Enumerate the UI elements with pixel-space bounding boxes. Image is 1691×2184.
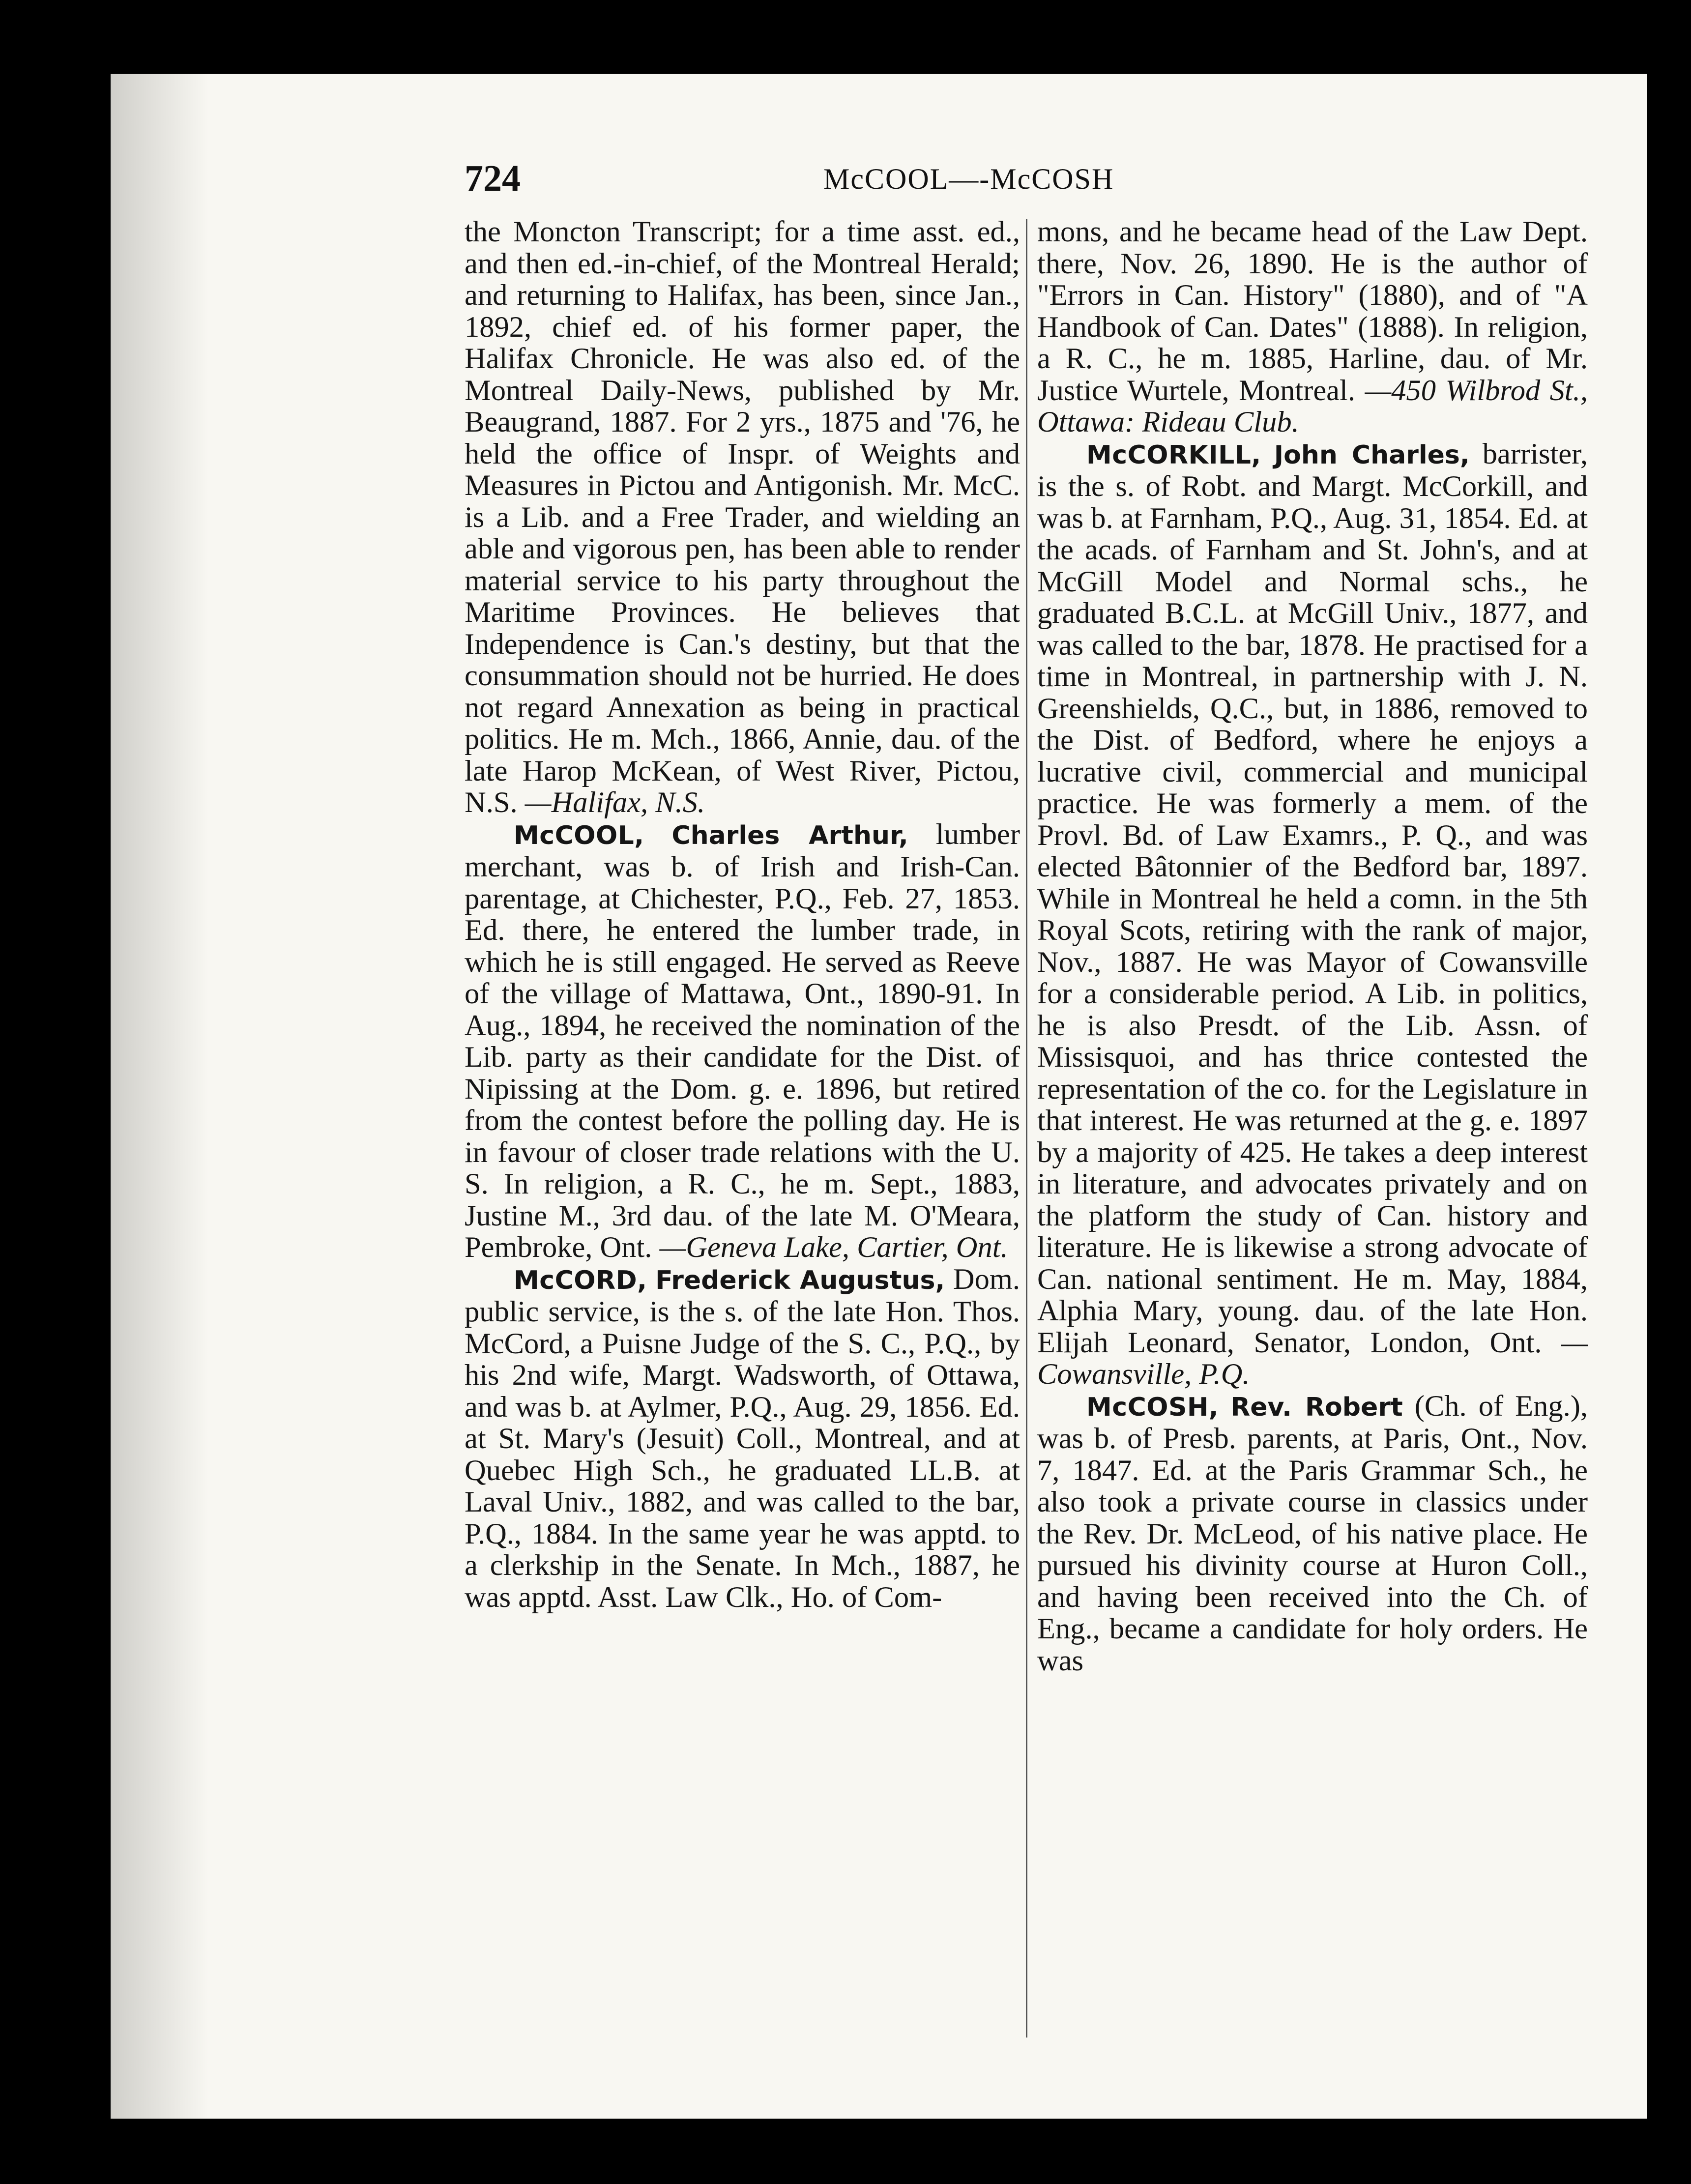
entry-given-name: Charles Arthur, <box>671 820 908 850</box>
entry-body: (Ch. of Eng.), was b. of Presb. parents, at Paris, Ont., Nov. 7, 1847. Ed. at the Paris Grammar Sch., he also took a private course in classics under the Rev. Dr. McLeod, of his native place. He pursued his divinity course at Huron Coll., and having been received into the Ch. of Eng., became a candidate for holy orders. He was <box>1037 1389 1588 1677</box>
entry-address: —Cowansville, P.Q. <box>1037 1326 1588 1391</box>
continuation-address: —Halifax, N.S. <box>525 786 705 819</box>
mccord-continued-paragraph <box>1037 216 1588 438</box>
entry-mccool <box>465 819 1020 1264</box>
entry-given-name: John Charles, <box>1274 440 1470 470</box>
entry-given-name: Frederick Augustus, <box>655 1265 945 1295</box>
right-column <box>1037 216 1588 1677</box>
mccord-address: —450 Wilbrod St., Ottawa: Rideau Club. <box>1037 374 1588 438</box>
left-column <box>465 216 1020 1613</box>
entry-mccorkill <box>1037 438 1588 1391</box>
entry-body: lumber merchant, was b. of Irish and Irish-Can. parentage, at Chichester, P.Q., Feb. 27, 1853. Ed. there, he entered the lumber trade, in which he is still engaged. He served as Reeve of the village of Mattawa, Ont., 1890-91. In Aug., 1894, he received the nomination of the Lib. party as their candidate for the Dist. of Nipissing at the Dom. g. e. 1896, but retired from the contest before the polling day. He is in favour of closer trade relations with the U. S. In religion, a R. C., he m. Sept., 1883, Justine M., 3rd dau. of the late M. O'Meara, Pembroke, Ont. <box>465 817 1020 1264</box>
continuation-paragraph <box>465 216 1020 819</box>
entry-mccosh <box>1037 1391 1588 1677</box>
book-page <box>111 74 1647 2119</box>
entry-address: —Geneva Lake, Cartier, Ont. <box>659 1231 1008 1264</box>
entry-body: Dom. public service, is the s. of the late Hon. Thos. McCord, a Puisne Judge of the S. C., P.Q., by his 2nd wife, Margt. Wadsworth, of Ottawa, and was b. at Aylmer, P.Q., Aug. 29, 1856. Ed. at St. Mary's (Jesuit) Coll., Montreal, and at Quebec High Sch., he graduated LL.B. at Laval Univ., 1882, and was called to the bar, P.Q., 1884. In the same year he was apptd. to a clerkship in the Senate. In Mch., 1887, he was apptd. Asst. Law Clk., Ho. of Com- <box>465 1262 1020 1614</box>
entry-surname: McCORKILL, <box>1086 440 1261 470</box>
mccord-continued-text: mons, and he became head of the Law Dept. there, Nov. 26, 1890. He is the author of "Errors in Can. History" (1880), and of "A Handbook of Can. Dates" (1888). In religion, a R. C., he m. 1885, Harline, dau. of Mr. Justice Wurtele, Montreal. <box>1037 215 1588 407</box>
entry-body: barrister, is the s. of Robt. and Margt. McCorkill, and was b. at Farnham, P.Q., Aug. 31, 1854. Ed. at the acads. of Farnham and St. John's, and at McGill Model and Normal schs., he graduated B.C.L. at McGill Univ., 1877, and was called to the bar, 1878. He practised for a time in Montreal, in partnership with J. N. Greenshields, Q.C., but, in 1886, removed to the Dist. of Bedford, where he enjoys a lucrative civil, commercial and municipal practice. He was formerly a mem. of the Provl. Bd. of Law Examrs., P. Q., and was elected Bâtonnier of the Bedford bar, 1897. While in Montreal he held a comn. in the 5th Royal Scots, retiring with the rank of major, Nov., 1887. He was Mayor of Cowansville for a considerable period. A Lib. in politics, he is also Presdt. of the Lib. Assn. of Missisquoi, and has thrice contested the representation of the co. for the Legislature in that interest. He was returned at the g. e. 1897 by a majority of 425. He takes a deep interest in literature, and advocates privately and on the platform the study of Can. history and literature. He is likewise a strong advocate of Can. national sentiment. He m. May, 1884, Alphia Mary, young. dau. of the late Hon. Elijah Leonard, Senator, London, Ont. <box>1037 437 1588 1359</box>
entry-surname: McCOOL, <box>514 820 644 850</box>
entry-given-name: Rev. Robert <box>1230 1392 1403 1422</box>
page-header <box>465 157 1399 211</box>
column-divider <box>1026 219 1027 2038</box>
page-edge-shadow <box>111 74 209 2119</box>
entry-surname: McCORD, <box>514 1265 647 1295</box>
entry-mccord <box>465 1264 1020 1614</box>
page-number: 724 <box>465 158 521 199</box>
entry-surname: McCOSH, <box>1086 1392 1219 1422</box>
running-head: McCOOL—-McCOSH <box>823 163 1114 195</box>
continuation-text: the Moncton Transcript; for a time asst. ed., and then ed.-in-chief, of the Montreal Herald; and returning to Halifax, has been, since Jan., 1892, chief ed. of his former paper, the Halifax Chronicle. He was also ed. of the Montreal Daily-News, published by Mr. Beaugrand, 1887. For 2 yrs., 1875 and '76, he held the office of Inspr. of Weights and Measures in Pictou and Antigonish. Mr. McC. is a Lib. and a Free Trader, and wielding an able and vigorous pen, has been able to render material service to his party throughout the Maritime Provinces. He believes that Independence is Can.'s destiny, but that the consummation should not be hurried. He does not regard Annexation as being in practical politics. He m. Mch., 1866, Annie, dau. of the late Harop McKean, of West River, Pictou, N.S. <box>465 215 1020 819</box>
